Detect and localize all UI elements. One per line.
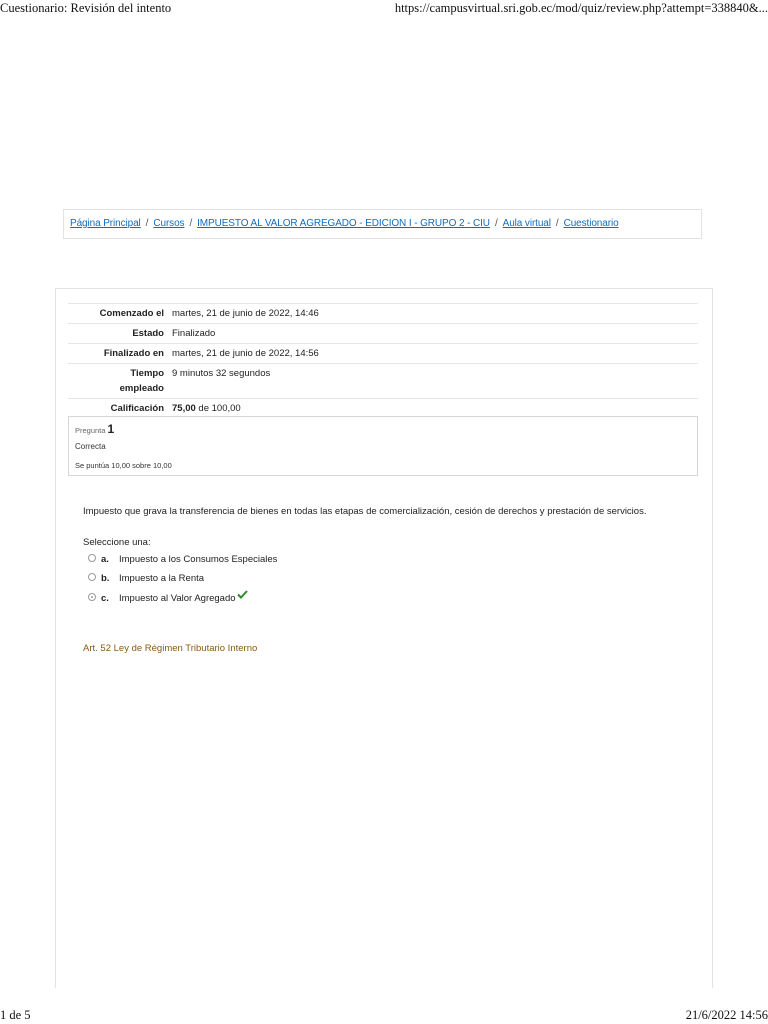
breadcrumb-separator: / [494,218,498,229]
question-number [75,422,114,436]
breadcrumb-separator: / [145,218,149,229]
general-feedback: Art. 52 Ley de Régimen Tributario Interno [83,643,258,654]
breadcrumb-container [63,209,702,239]
answer-letter: a. [101,554,109,565]
summary-label: Estado [68,324,168,344]
correct-check-icon [237,590,248,599]
question-info-box [68,416,698,476]
summary-value: 9 minutos 32 segundos [168,364,698,399]
summary-value: martes, 21 de junio de 2022, 14:56 [168,344,698,364]
summary-label-line: Tiempo [130,368,164,379]
question-text: Impuesto que grava la transferencia de bienes en todas las etapas de comercialización, cesión de derechos y prestación de servicios. [83,506,647,517]
answer-letter: c. [101,593,109,604]
breadcrumb-link-virtual-classroom[interactable]: Aula virtual [502,218,551,229]
breadcrumb-link-home[interactable]: Página Principal [70,218,141,229]
question-state: Correcta [75,442,106,451]
summary-row-started [68,304,698,324]
answer-option-a[interactable] [88,554,277,568]
question-prefix: Pregunta [75,426,106,435]
answer-text: Impuesto al Valor Agregado [119,593,236,604]
print-page-url: https://campusvirtual.sri.gob.ec/mod/quiz/review.php?attempt=338840&... [394,1,768,15]
print-footer [0,1008,768,1024]
breadcrumb-separator: / [189,218,193,229]
breadcrumb [70,218,619,229]
print-page-title: Cuestionario: Revisión del intento [0,1,172,15]
grade-score: 75,00 [172,403,196,414]
question-mark: Se puntúa 10,00 sobre 10,00 [75,461,172,470]
summary-value: martes, 21 de junio de 2022, 14:46 [168,304,698,324]
print-page-number: 1 de 5 [0,1008,31,1022]
breadcrumb-separator: / [555,218,559,229]
print-datetime: 21/6/2022 14:56 [685,1008,768,1022]
summary-row-time-taken [68,364,698,399]
breadcrumb-link-quiz[interactable]: Cuestionario [563,218,619,229]
grade-max: de 100,00 [198,403,241,414]
answer-text: Impuesto a los Consumos Especiales [119,554,278,565]
breadcrumb-link-courses[interactable]: Cursos [153,218,185,229]
summary-label [68,364,168,399]
radio-button[interactable] [88,573,96,581]
summary-row-state [68,324,698,344]
summary-label: Calificación [68,399,168,419]
summary-value: Finalizado [168,324,698,344]
summary-label: Comenzado el [68,304,168,324]
print-header [0,0,768,16]
question-number-value: 1 [107,422,115,436]
answer-option-c[interactable] [88,593,248,607]
answer-letter: b. [101,573,110,584]
summary-label-line: empleado [119,383,164,394]
answer-option-b[interactable] [88,573,204,587]
radio-button-selected[interactable] [88,593,96,601]
summary-row-finished [68,344,698,364]
answer-prompt: Seleccione una: [83,537,151,548]
breadcrumb-link-course[interactable]: IMPUESTO AL VALOR AGREGADO - EDICION I - GRUPO 2 - CIU [197,218,490,229]
summary-label: Finalizado en [68,344,168,364]
attempt-summary-table [68,303,698,419]
radio-button[interactable] [88,554,96,562]
answer-text: Impuesto a la Renta [119,573,205,584]
